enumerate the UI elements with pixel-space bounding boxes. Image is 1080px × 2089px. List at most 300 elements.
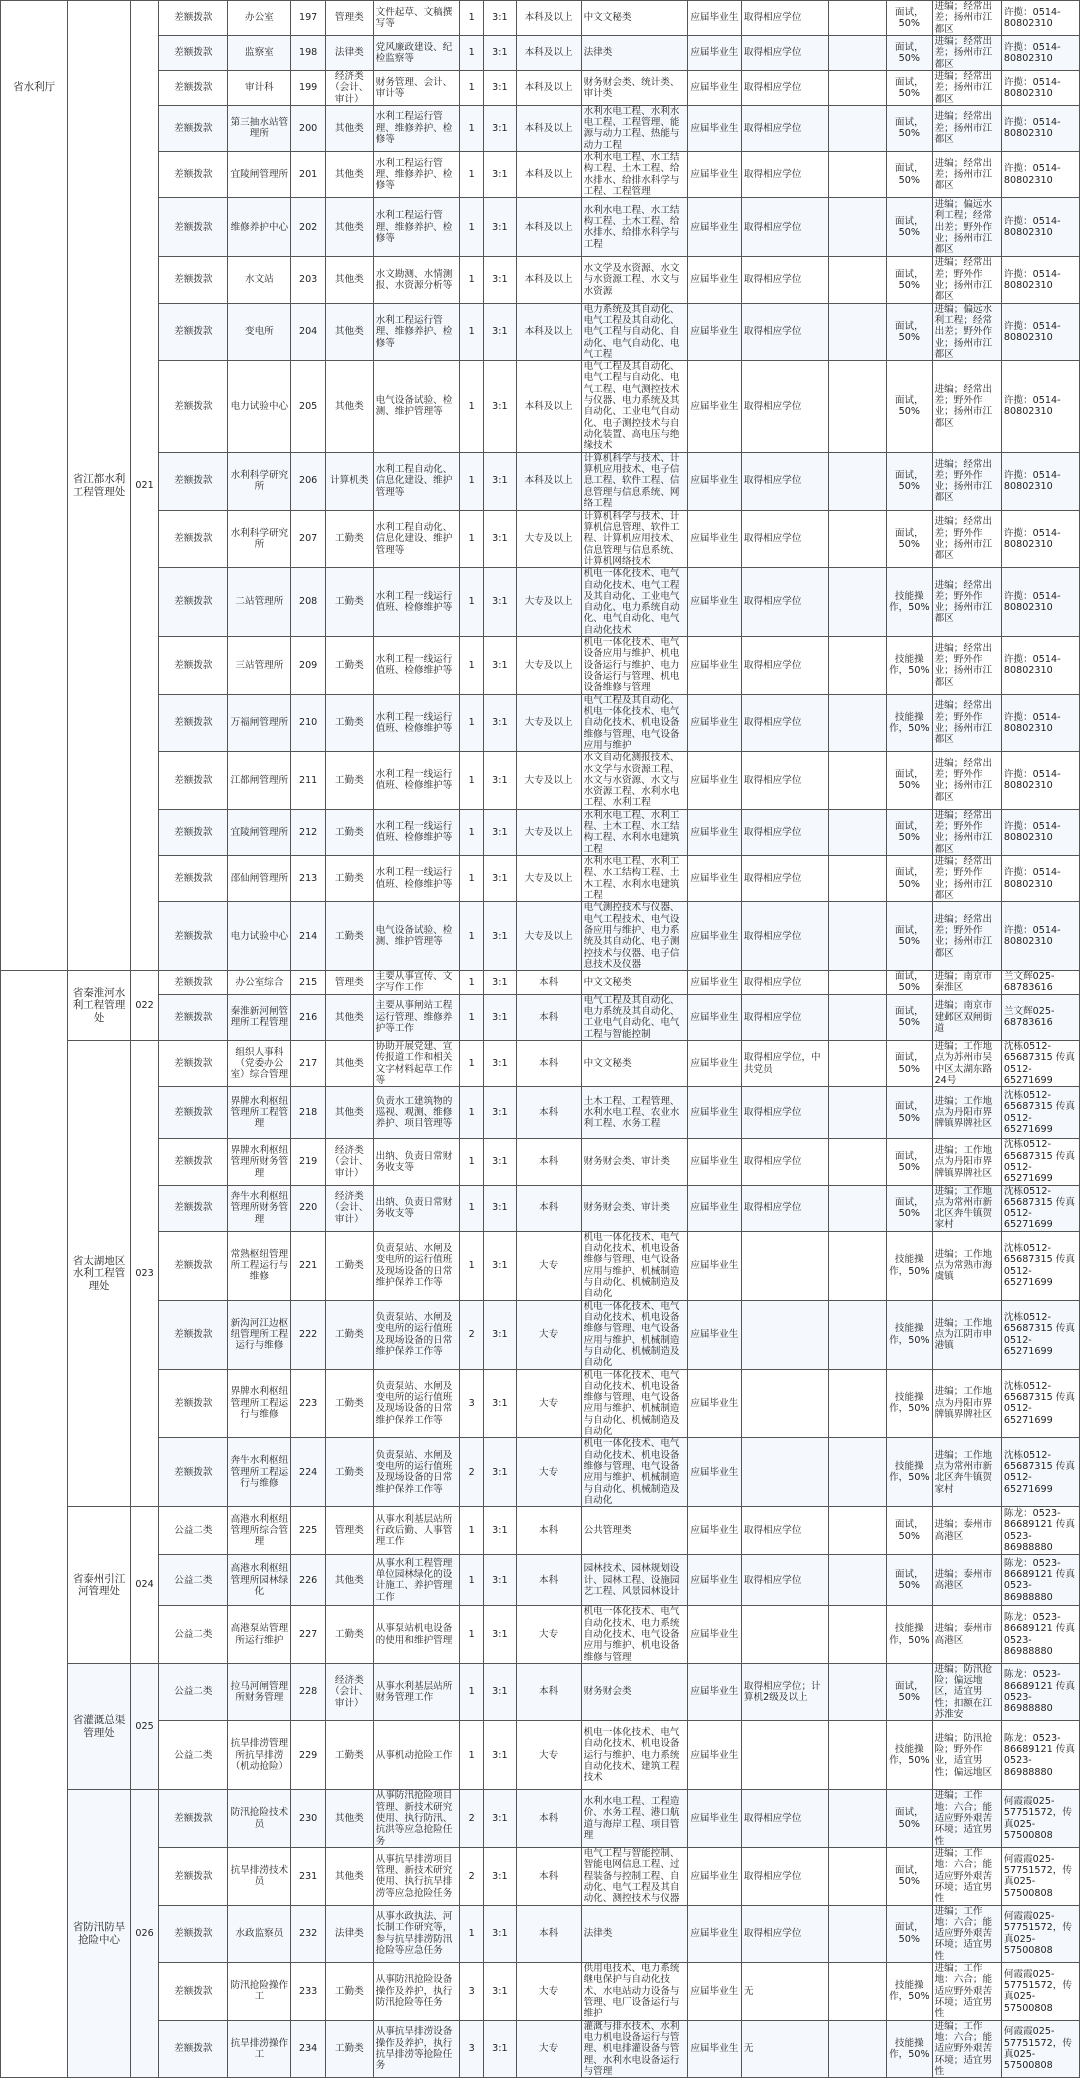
n-cell: 2: [460, 1790, 484, 1848]
post-cell: 二站管理所: [228, 568, 291, 637]
obj-cell: 应届毕业生: [687, 1790, 741, 1848]
type-cell: 公益二类: [159, 1663, 228, 1721]
table-row: [1, 637, 1080, 695]
unit-name-cell: 省秦淮河水利工程管理处: [68, 971, 131, 1041]
major-cell: 机电一体化技术、电气自动化技术、机电设备维修与管理、电气设备应用与维护、机械制造与自动化、机械制造及自动化: [581, 1300, 687, 1369]
note-cell: 进编；经常出差；野外作业；扬州市江都区: [932, 902, 1001, 971]
edu-cell: 大专: [516, 1963, 581, 2021]
cat-cell: 工勤类: [325, 510, 373, 568]
major-cell: 财务财会类: [581, 1663, 687, 1721]
desc-cell: 水利工程自动化、信息化建设、维护管理等: [373, 452, 460, 510]
unit-code-cell: 026: [130, 1790, 158, 2078]
degree-cell: 取得相应学位: [741, 1185, 828, 1231]
other-cell: [828, 1905, 887, 1963]
desc-cell: 水利工程运行管理、维修养护、检修等: [373, 105, 460, 151]
desc-cell: 从事防汛抢险设备操作及养护，执行防汛抢险等任务: [373, 1963, 460, 2021]
cat-cell: 其他类: [325, 257, 373, 303]
pcode-cell: 220: [291, 1185, 326, 1231]
major-cell: 机电一体化技术、电气自动化技术、机电设备维修与管理、电气设备应用与维护、机械制造与自动化、机械制造及自动化: [581, 1231, 687, 1300]
cat-cell: 其他类: [325, 105, 373, 151]
table-row: [1, 809, 1080, 855]
obj-cell: 应届毕业生: [687, 70, 741, 105]
other-cell: [828, 1369, 887, 1438]
edu-cell: 本科: [516, 1663, 581, 1721]
note-cell: 进编；经常出差；野外作业；扬州市江都区: [932, 568, 1001, 637]
major-cell: 水利水电工程、水利工程、水工结构工程、土木工程、水利水电建筑工程: [581, 856, 687, 902]
major-cell: 中文文秘类: [581, 1, 687, 36]
degree-cell: 取得相应学位: [741, 1087, 828, 1139]
type-cell: 差额拨款: [159, 198, 228, 257]
ratio-cell: 3:1: [484, 1721, 517, 1790]
n-cell: 1: [460, 1507, 484, 1555]
other-cell: [828, 1438, 887, 1507]
major-cell: 电气工程与智能控制、智能电网信息工程、过程装备与控制工程、自动化、电气工程及其自动化、测控技术与仪器: [581, 1847, 687, 1905]
major-cell: 电气工程及其自动化、电力系统及其自动化、工业电气自动化、电气工程与智能控制: [581, 994, 687, 1040]
major-cell: 财务财会类、审计类: [581, 1185, 687, 1231]
edu-cell: 大专及以上: [516, 510, 581, 568]
type-cell: 差额拨款: [159, 303, 228, 361]
ratio-cell: 3:1: [484, 902, 517, 971]
note-cell: 进编；工作地点为常州市新北区奔牛镇贺家村: [932, 1185, 1001, 1231]
exam-cell: 面试，50%: [887, 361, 933, 453]
desc-cell: 水利工程运行管理、维修养护、检修等: [373, 303, 460, 361]
desc-cell: 负责水工建筑物的巡视、观测、维修养护、项目管理等: [373, 1087, 460, 1139]
exam-cell: 技能操作，50%: [887, 568, 933, 637]
major-cell: 法律类: [581, 1905, 687, 1963]
major-cell: 机电一体化技术、电气自动化技术、机电设备运行与维护、电力系统自动化技术、建筑工程技术: [581, 1721, 687, 1790]
degree-cell: 取得相应学位: [741, 1, 828, 36]
degree-cell: 取得相应学位: [741, 994, 828, 1040]
contact-cell: 陈龙：0523-86689121 传真0523-86988880: [1001, 1721, 1079, 1790]
contact-cell: 许揽：0514-80802310: [1001, 902, 1079, 971]
edu-cell: 大专: [516, 1438, 581, 1507]
n-cell: 1: [460, 568, 484, 637]
n-cell: 1: [460, 994, 484, 1040]
cat-cell: 管理类: [325, 1, 373, 36]
n-cell: 1: [460, 752, 484, 810]
ratio-cell: 3:1: [484, 1, 517, 36]
desc-cell: 主要从事闸站工程运行管理、维修养护等工作: [373, 994, 460, 1040]
other-cell: [828, 1087, 887, 1139]
pcode-cell: 204: [291, 303, 326, 361]
table-row: [1, 198, 1080, 257]
edu-cell: 本科及以上: [516, 1, 581, 36]
other-cell: [828, 971, 887, 995]
post-cell: 拉马河闸管理所财务管理: [228, 1663, 291, 1721]
pcode-cell: 214: [291, 902, 326, 971]
obj-cell: 应届毕业生: [687, 1905, 741, 1963]
pcode-cell: 215: [291, 971, 326, 995]
obj-cell: 应届毕业生: [687, 1300, 741, 1369]
other-cell: [828, 694, 887, 752]
pcode-cell: 198: [291, 35, 326, 70]
post-cell: 奔牛水利枢纽管理所工程运行与维修: [228, 1438, 291, 1507]
obj-cell: 应届毕业生: [687, 856, 741, 902]
edu-cell: 本科: [516, 1790, 581, 1848]
major-cell: 机电一体化技术、电气自动化技术、电气工程及其自动化、工业电气自动化、电力系统自动化、电气自动化、电气自动化技术: [581, 568, 687, 637]
note-cell: 进编；经常出差；野外作业；扬州市江都区: [932, 809, 1001, 855]
exam-cell: 面试，50%: [887, 1185, 933, 1231]
table-row: [1, 902, 1080, 971]
type-cell: 差额拨款: [159, 152, 228, 198]
pcode-cell: 230: [291, 1790, 326, 1848]
post-cell: 水利科学研究所: [228, 452, 291, 510]
post-cell: 高港水利枢纽管理所园林绿化: [228, 1555, 291, 1606]
contact-cell: 陈龙：0523-86689121 传真0523-86988880: [1001, 1663, 1079, 1721]
type-cell: 差额拨款: [159, 1438, 228, 1507]
pcode-cell: 203: [291, 257, 326, 303]
cat-cell: 经济类（会计、审计）: [325, 1663, 373, 1721]
major-cell: 水利水电工程、水利水电工程、工程管理、能源与动力工程、热能与动力工程: [581, 105, 687, 151]
other-cell: [828, 1231, 887, 1300]
obj-cell: 应届毕业生: [687, 1963, 741, 2021]
post-cell: 高港水利枢纽管理所综合管理: [228, 1507, 291, 1555]
cat-cell: 工勤类: [325, 1721, 373, 1790]
type-cell: 差额拨款: [159, 1139, 228, 1185]
degree-cell: 无: [741, 1963, 828, 2021]
other-cell: [828, 902, 887, 971]
ratio-cell: 3:1: [484, 1663, 517, 1721]
note-cell: 进编；经常出差；野外作业；扬州市江都区: [932, 856, 1001, 902]
degree-cell: 取得相应学位: [741, 1139, 828, 1185]
obj-cell: 应届毕业生: [687, 1, 741, 36]
pcode-cell: 206: [291, 452, 326, 510]
contact-cell: 兰文辉025-68783616: [1001, 971, 1079, 995]
major-cell: 中文文秘类: [581, 1041, 687, 1087]
degree-cell: 取得相应学位: [741, 1905, 828, 1963]
table-row: [1, 452, 1080, 510]
major-cell: 公共管理类: [581, 1507, 687, 1555]
obj-cell: 应届毕业生: [687, 1139, 741, 1185]
exam-cell: 技能操作，50%: [887, 1438, 933, 1507]
exam-cell: 面试，50%: [887, 856, 933, 902]
obj-cell: 应届毕业生: [687, 510, 741, 568]
post-cell: 常熟枢纽管理所工程运行与维修: [228, 1231, 291, 1300]
cat-cell: 工勤类: [325, 1963, 373, 2021]
ratio-cell: 3:1: [484, 637, 517, 695]
ratio-cell: 3:1: [484, 752, 517, 810]
post-cell: 奔牛水利枢纽管理所财务管理: [228, 1185, 291, 1231]
major-cell: 财务财会类、审计类: [581, 1139, 687, 1185]
note-cell: 进编；经常出差；扬州市江都区: [932, 1, 1001, 36]
note-cell: 进编；经常出差；野外作业；扬州市江都区: [932, 510, 1001, 568]
post-cell: 抗旱排涝操作工: [228, 2020, 291, 2078]
type-cell: 差额拨款: [159, 902, 228, 971]
note-cell: 进编；防汛抢险；偏远地区，适宜男性；扣额在江苏淮安: [932, 1663, 1001, 1721]
other-cell: [828, 1721, 887, 1790]
ratio-cell: 3:1: [484, 856, 517, 902]
pcode-cell: 225: [291, 1507, 326, 1555]
contact-cell: 陈龙：0523-86689121 传真0523-86988880: [1001, 1606, 1079, 1664]
contact-cell: 许揽：0514-80802310: [1001, 694, 1079, 752]
n-cell: 1: [460, 1185, 484, 1231]
type-cell: 差额拨款: [159, 2020, 228, 2078]
type-cell: 差额拨款: [159, 35, 228, 70]
type-cell: 公益二类: [159, 1555, 228, 1606]
major-cell: 土木工程、工程管理、水利水电工程、农业水利工程、水务工程: [581, 1087, 687, 1139]
desc-cell: 负责泵站、水闸及变电所的运行值班及现场设备的日常维护保养工作等: [373, 1438, 460, 1507]
major-cell: 机电一体化技术、电气设备应用与维护、机电设备运行与维护、电力设备运行与管理、机电设备维修与管理: [581, 637, 687, 695]
obj-cell: 应届毕业生: [687, 809, 741, 855]
major-cell: 水利水电工程、水工结构工程、土木工程、给水排水、给排水科学与工程: [581, 198, 687, 257]
post-cell: 水文站: [228, 257, 291, 303]
cat-cell: 工勤类: [325, 637, 373, 695]
cat-cell: 其他类: [325, 1087, 373, 1139]
cat-cell: 工勤类: [325, 856, 373, 902]
other-cell: [828, 452, 887, 510]
cat-cell: 管理类: [325, 1507, 373, 1555]
contact-cell: 陈龙：0523-86689121 传真0523-86988880: [1001, 1555, 1079, 1606]
post-cell: 万福闸管理所: [228, 694, 291, 752]
type-cell: 差额拨款: [159, 452, 228, 510]
ratio-cell: 3:1: [484, 198, 517, 257]
note-cell: 进编；偏远水利工程；经常出差；野外作业；扬州市江都区: [932, 303, 1001, 361]
n-cell: 1: [460, 1139, 484, 1185]
obj-cell: 应届毕业生: [687, 1185, 741, 1231]
major-cell: 水利水电工程、水工结构工程、土木工程、给水排水、给排水科学与工程、工程管理: [581, 152, 687, 198]
edu-cell: 本科: [516, 1555, 581, 1606]
contact-cell: 沈栋0512-65687315 传真0512-65271699: [1001, 1139, 1079, 1185]
n-cell: 1: [460, 1905, 484, 1963]
note-cell: 进编；工作地点为苏州市吴中区太湖东路24号: [932, 1041, 1001, 1087]
major-cell: 机电一体化技术、电气自动化技术、机电设备维修与管理、电气设备应用与维护、机械制造与自动化、机械制造及自动化: [581, 1369, 687, 1438]
desc-cell: 从事水政执法、河长制工作研究等，参与抗旱排涝防汛抢险等应急任务: [373, 1905, 460, 1963]
cat-cell: 工勤类: [325, 1231, 373, 1300]
contact-cell: 许揽：0514-80802310: [1001, 361, 1079, 453]
post-cell: 变电所: [228, 303, 291, 361]
table-row: [1, 1606, 1080, 1664]
n-cell: 1: [460, 1663, 484, 1721]
unit-code-cell: 024: [130, 1507, 158, 1664]
other-cell: [828, 152, 887, 198]
ratio-cell: 3:1: [484, 1185, 517, 1231]
degree-cell: [741, 1300, 828, 1369]
exam-cell: 面试，50%: [887, 452, 933, 510]
major-cell: 水利水电工程、工程造价、水务工程、港口航道与海岸工程、项目管理: [581, 1790, 687, 1848]
degree-cell: 取得相应学位: [741, 1847, 828, 1905]
ratio-cell: 3:1: [484, 361, 517, 453]
cat-cell: 经济类（会计、审计）: [325, 1185, 373, 1231]
exam-cell: 面试，50%: [887, 257, 933, 303]
exam-cell: 面试，50%: [887, 1790, 933, 1848]
contact-cell: 何霞霞025-57751572，传真025-57500808: [1001, 1790, 1079, 1848]
other-cell: [828, 994, 887, 1040]
ratio-cell: 3:1: [484, 1139, 517, 1185]
cat-cell: 管理类: [325, 971, 373, 995]
desc-cell: 协助开展党建、宣传报道工作和相关文字材料起草工作等: [373, 1041, 460, 1087]
other-cell: [828, 257, 887, 303]
other-cell: [828, 1963, 887, 2021]
ratio-cell: 3:1: [484, 257, 517, 303]
contact-cell: 许揽：0514-80802310: [1001, 152, 1079, 198]
table-row: [1, 510, 1080, 568]
n-cell: 1: [460, 694, 484, 752]
obj-cell: 应届毕业生: [687, 694, 741, 752]
edu-cell: 本科: [516, 1139, 581, 1185]
unit-code-cell: 023: [130, 1041, 158, 1507]
degree-cell: 取得相应学位: [741, 105, 828, 151]
post-cell: 界牌水利枢纽管理所工程管理: [228, 1087, 291, 1139]
contact-cell: 何霞霞025-57751572，传真025-57500808: [1001, 2020, 1079, 2078]
ratio-cell: 3:1: [484, 1507, 517, 1555]
degree-cell: 取得相应学位: [741, 1790, 828, 1848]
obj-cell: 应届毕业生: [687, 35, 741, 70]
obj-cell: 应届毕业生: [687, 1847, 741, 1905]
ratio-cell: 3:1: [484, 303, 517, 361]
n-cell: 1: [460, 902, 484, 971]
major-cell: 供用电技术、电力系统继电保护与自动化技术、水电站动力设备与管理、电厂设备运行与维护: [581, 1963, 687, 2021]
contact-cell: 兰文辉025-68783616: [1001, 994, 1079, 1040]
cat-cell: 工勤类: [325, 809, 373, 855]
obj-cell: 应届毕业生: [687, 1231, 741, 1300]
ratio-cell: 3:1: [484, 452, 517, 510]
n-cell: 2: [460, 1847, 484, 1905]
cat-cell: 工勤类: [325, 694, 373, 752]
contact-cell: 许揽：0514-80802310: [1001, 452, 1079, 510]
contact-cell: 许揽：0514-80802310: [1001, 510, 1079, 568]
type-cell: 差额拨款: [159, 809, 228, 855]
pcode-cell: 213: [291, 856, 326, 902]
note-cell: 进编；工作地点为常熟市海虞镇: [932, 1231, 1001, 1300]
pcode-cell: 221: [291, 1231, 326, 1300]
cat-cell: 工勤类: [325, 1369, 373, 1438]
cat-cell: 工勤类: [325, 902, 373, 971]
edu-cell: 大专: [516, 2020, 581, 2078]
post-cell: 抗旱排涝管理所抗旱排涝（机动抢险）: [228, 1721, 291, 1790]
unit-code-cell: 022: [130, 971, 158, 1041]
exam-cell: 技能操作，50%: [887, 1300, 933, 1369]
ratio-cell: 3:1: [484, 1041, 517, 1087]
pcode-cell: 216: [291, 994, 326, 1040]
type-cell: 差额拨款: [159, 637, 228, 695]
edu-cell: 大专: [516, 1231, 581, 1300]
edu-cell: 本科: [516, 994, 581, 1040]
n-cell: 1: [460, 1087, 484, 1139]
desc-cell: 从事水利工程管理单位园林绿化的设计施工、养护管理工作: [373, 1555, 460, 1606]
exam-cell: 面试，50%: [887, 198, 933, 257]
exam-cell: 面试，50%: [887, 510, 933, 568]
exam-cell: 面试，50%: [887, 1, 933, 36]
edu-cell: 本科: [516, 971, 581, 995]
degree-cell: 取得相应学位，中共党员: [741, 1041, 828, 1087]
other-cell: [828, 856, 887, 902]
contact-cell: 沈栋0512-65687315 传真0512-65271699: [1001, 1185, 1079, 1231]
pcode-cell: 202: [291, 198, 326, 257]
cat-cell: 其他类: [325, 361, 373, 453]
table-row: [1, 303, 1080, 361]
ratio-cell: 3:1: [484, 1300, 517, 1369]
pcode-cell: 222: [291, 1300, 326, 1369]
other-cell: [828, 809, 887, 855]
edu-cell: 大专及以上: [516, 568, 581, 637]
ratio-cell: 3:1: [484, 1231, 517, 1300]
contact-cell: 陈龙：0523-86689121 传真0523-86988880: [1001, 1507, 1079, 1555]
exam-cell: 面试，50%: [887, 1905, 933, 1963]
pcode-cell: 233: [291, 1963, 326, 2021]
contact-cell: 许揽：0514-80802310: [1001, 856, 1079, 902]
table-row: [1, 361, 1080, 453]
note-cell: 进编；工作地：六合；能适应野外艰苦环境；适宜男性: [932, 1847, 1001, 1905]
post-cell: 高港泵站管理所运行维护: [228, 1606, 291, 1664]
cat-cell: 工勤类: [325, 568, 373, 637]
unit-name-cell: 省泰州引江河管理处: [68, 1507, 131, 1664]
obj-cell: 应届毕业生: [687, 1663, 741, 1721]
contact-cell: 沈栋0512-65687315 传真0512-65271699: [1001, 1300, 1079, 1369]
ratio-cell: 3:1: [484, 1847, 517, 1905]
n-cell: 1: [460, 1555, 484, 1606]
pcode-cell: 224: [291, 1438, 326, 1507]
pcode-cell: 197: [291, 1, 326, 36]
edu-cell: 本科及以上: [516, 361, 581, 453]
degree-cell: [741, 1231, 828, 1300]
edu-cell: 本科及以上: [516, 452, 581, 510]
n-cell: 1: [460, 1231, 484, 1300]
edu-cell: 本科及以上: [516, 105, 581, 151]
major-cell: 计算机科学与技术、计算机信息管理、软件工程、计算机应用技术、信息管理与信息系统、计算机网络技术: [581, 510, 687, 568]
table-row: [1, 1555, 1080, 1606]
post-cell: 水利科学研究所: [228, 510, 291, 568]
note-cell: 进编；工作地：六合；能适应野外艰苦环境；适宜男性: [932, 2020, 1001, 2078]
exam-cell: 面试，50%: [887, 1041, 933, 1087]
cat-cell: 其他类: [325, 198, 373, 257]
obj-cell: 应届毕业生: [687, 198, 741, 257]
note-cell: 进编；经常出差；野外作业；扬州市江都区: [932, 637, 1001, 695]
degree-cell: [741, 1369, 828, 1438]
dept-cell: 省水利厅: [1, 1, 68, 971]
type-cell: 差额拨款: [159, 568, 228, 637]
obj-cell: 应届毕业生: [687, 452, 741, 510]
other-cell: [828, 2020, 887, 2078]
edu-cell: 本科: [516, 1507, 581, 1555]
post-cell: 邵仙闸管理所: [228, 856, 291, 902]
cat-cell: 计算机类: [325, 452, 373, 510]
table-row: [1, 152, 1080, 198]
other-cell: [828, 361, 887, 453]
obj-cell: 应届毕业生: [687, 257, 741, 303]
edu-cell: 大专及以上: [516, 637, 581, 695]
other-cell: [828, 303, 887, 361]
note-cell: 进编；经常出差；扬州市江都区: [932, 35, 1001, 70]
cat-cell: 其他类: [325, 1790, 373, 1848]
pcode-cell: 228: [291, 1663, 326, 1721]
post-cell: 办公室: [228, 1, 291, 36]
table-row: [1, 1185, 1080, 1231]
note-cell: 进编；南京市秦淮区: [932, 971, 1001, 995]
pcode-cell: 210: [291, 694, 326, 752]
ratio-cell: 3:1: [484, 1790, 517, 1848]
type-cell: 差额拨款: [159, 1087, 228, 1139]
cat-cell: 工勤类: [325, 1606, 373, 1664]
major-cell: 电气测控技术与仪器、电气工程技术、电气设备应用与维护、电力系统及其自动化、电子测控技术与仪器、电子信息技术及仪器: [581, 902, 687, 971]
edu-cell: 大专及以上: [516, 752, 581, 810]
type-cell: 差额拨款: [159, 1905, 228, 1963]
obj-cell: 应届毕业生: [687, 105, 741, 151]
exam-cell: 面试，50%: [887, 1663, 933, 1721]
contact-cell: 何霞霞025-57751572，传真025-57500808: [1001, 1847, 1079, 1905]
type-cell: 差额拨款: [159, 70, 228, 105]
cat-cell: 经济类（会计、审计）: [325, 70, 373, 105]
pcode-cell: 218: [291, 1087, 326, 1139]
major-cell: 水文学及水资源、水文与水资源工程、水文与水资源: [581, 257, 687, 303]
desc-cell: 财务管理、会计、审计等: [373, 70, 460, 105]
exam-cell: 技能操作，50%: [887, 2020, 933, 2078]
note-cell: 进编；工作地点为丹阳市界牌镇界牌社区: [932, 1087, 1001, 1139]
note-cell: 进编；工作地：六合；能适应野外艰苦环境；适宜男性: [932, 1790, 1001, 1848]
desc-cell: 水利工程一线运行值班、检修维护等: [373, 694, 460, 752]
contact-cell: 何霞霞025-57751572，传真025-57500808: [1001, 1963, 1079, 2021]
exam-cell: 面试，50%: [887, 809, 933, 855]
other-cell: [828, 1, 887, 36]
